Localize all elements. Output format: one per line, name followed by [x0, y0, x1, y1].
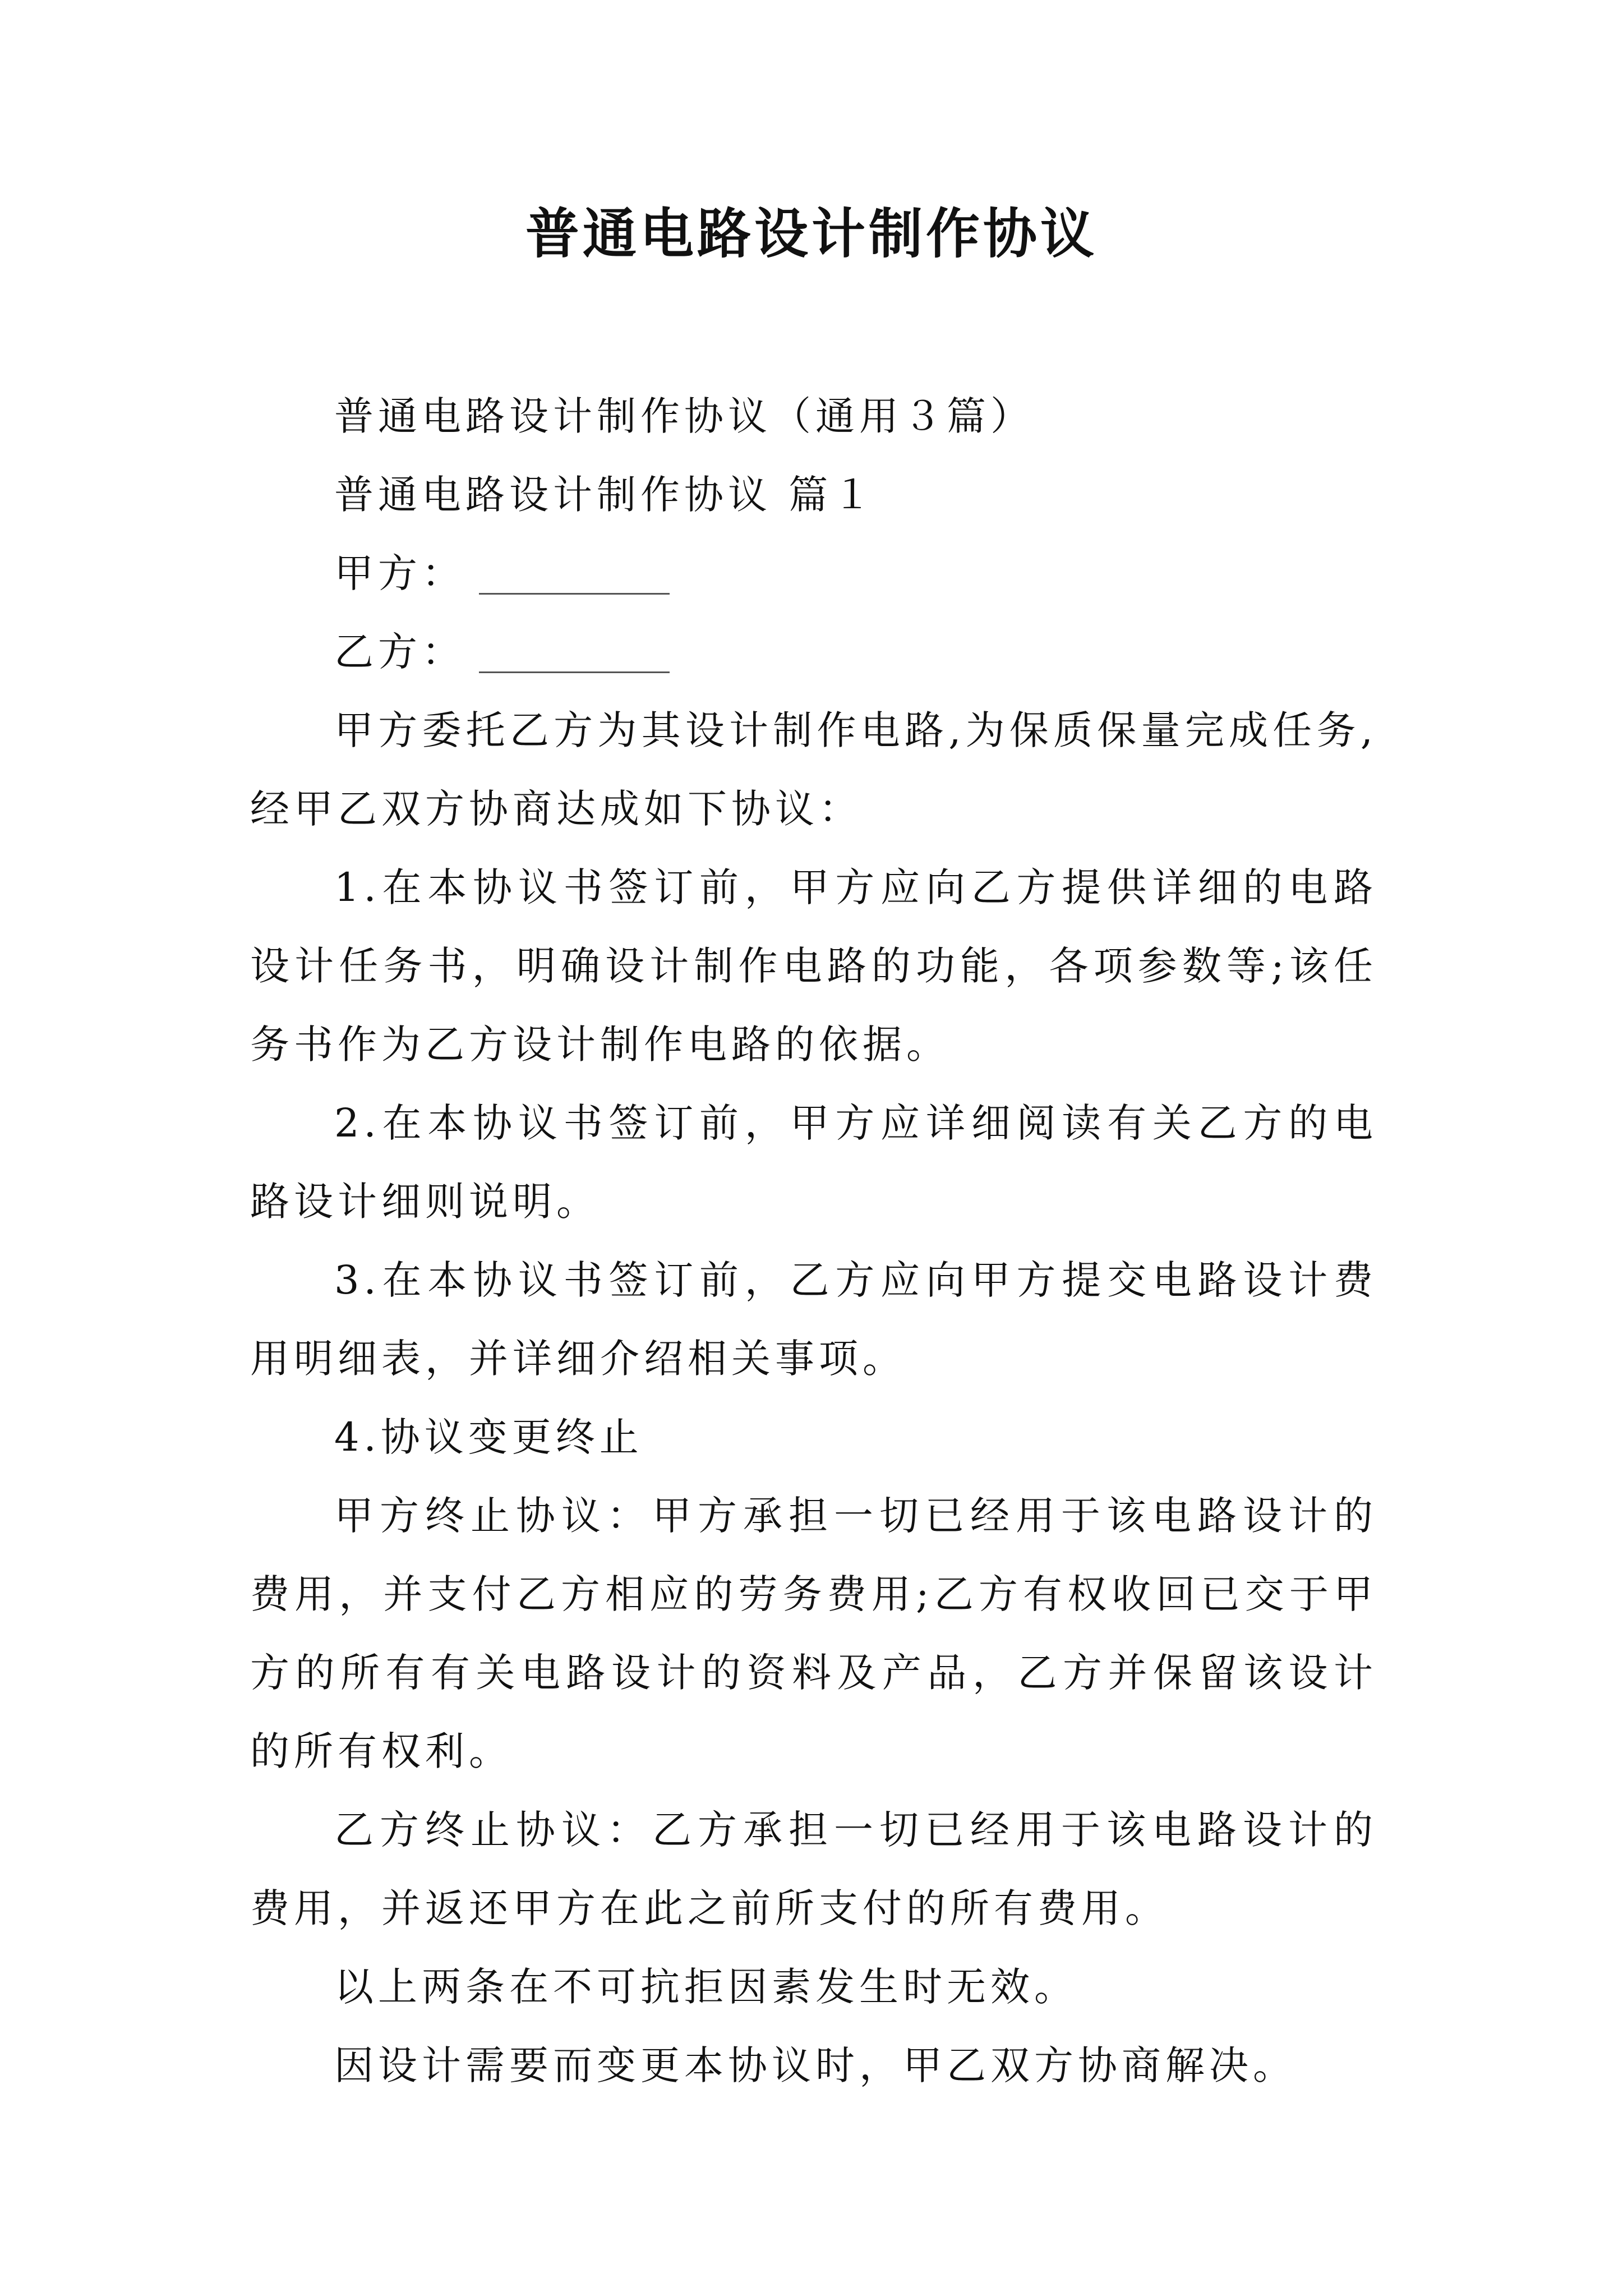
paragraph-clause-2: 2.在本协议书签订前，甲方应详细阅读有关乙方的电路设计细则说明。 — [250, 1100, 1377, 1225]
party-b-label: 乙方： — [334, 629, 465, 675]
party-b-line — [250, 613, 1377, 691]
paragraph-clause-3: 3.在本协议书签订前，乙方应向甲方提交电路设计费用明细表，并详细介绍相关事项。 — [250, 1257, 1377, 1382]
paragraph-party-a-termination: 甲方终止协议：甲方承担一切已经用于该电路设计的费用，并支付乙方相应的劳务费用;乙方有权收回已交于甲方的所有有关电路设计的资料及产品，乙方并保留该设计的所有权利。 — [250, 1493, 1377, 1774]
party-a-line — [250, 534, 1377, 613]
document-title: 普通电路设计制作协议 — [525, 202, 1098, 265]
party-a-blank — [479, 554, 670, 595]
party-a-label: 甲方： — [334, 550, 465, 596]
paragraph-intro: 甲方委托乙方为其设计制作电路,为保质保量完成任务,经甲乙双方协商达成如下协议： — [250, 707, 1377, 832]
document-body — [250, 377, 1377, 2105]
section-heading: 普通电路设计制作协议 篇１ — [334, 472, 877, 518]
document-subtitle: 普通电路设计制作协议（通用３篇） — [334, 393, 1034, 439]
paragraph-clause-1: 1.在本协议书签订前，甲方应向乙方提供详细的电路设计任务书，明确设计制作电路的功能，各项参数等;该任务书作为乙方设计制作电路的依据。 — [250, 864, 1377, 1068]
paragraph-clause-4-heading: 4.协议变更终止 — [334, 1414, 643, 1460]
paragraph-party-b-termination: 乙方终止协议：乙方承担一切已经用于该电路设计的费用，并返还甲方在此之前所支付的所有费用。 — [250, 1807, 1377, 1931]
party-b-blank — [479, 632, 670, 673]
paragraph-force-majeure: 以上两条在不可抗拒因素发生时无效。 — [334, 1964, 1078, 2010]
paragraph-amendment: 因设计需要而变更本协议时，甲乙双方协商解决。 — [334, 2042, 1297, 2088]
